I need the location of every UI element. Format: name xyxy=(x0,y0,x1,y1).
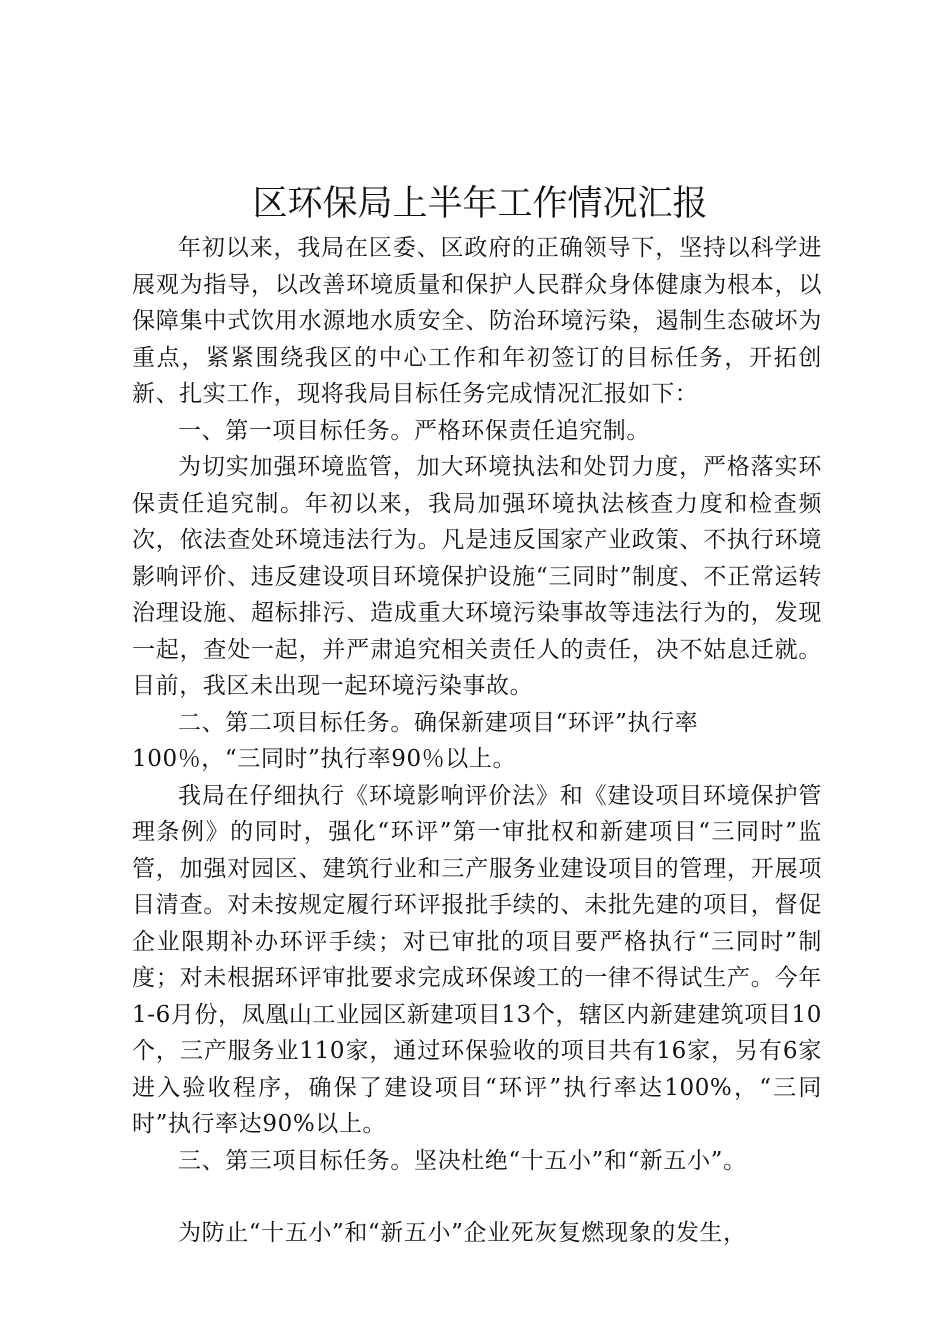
document-body xyxy=(132,230,822,1252)
section-1-paragraph: 为切实加强环境监管，加大环境执法和处罚力度，严格落实环保责任追究制。年初以来，我局加强环境执法核查力度和检查频次，依法查处环境违法行为。凡是违反国家产业政策、不执行环境影响评价、违反建设项目环境保护设施“三同时”制度、不正常运转治理设施、超标排污、造成重大环境污染事故等违法行为的，发现一起，查处一起，并严肃追究相关责任人的责任，决不姑息迁就。目前，我区未出现一起环境污染事故。 xyxy=(132,454,822,699)
section-2-paragraph: 我局在仔细执行《环境影响评价法》和《建设项目环境保护管理条例》的同时，强化“环评”第一审批权和新建项目“三同时”监管，加强对园区、建筑行业和三产服务业建设项目的管理，开展项目清查。对未按规定履行环评报批手续的、未批先建的项目，督促企业限期补办环评手续；对已审批的项目要严格执行“三同时”制度；对未根据环评审批要求完成环保竣工的一律不得试生产。今年1-6月份，凤凰山工业园区新建项目13个，辖区内新建建筑项目10个，三产服务业110家，通过环保验收的项目共有16家，另有6家进入验收程序，确保了建设项目“环评”执行率达100%，“三同时”执行率达90%以上。 xyxy=(132,782,822,1137)
paragraph-gap xyxy=(132,1179,822,1215)
section-3-paragraph: 为防止“十五小”和“新五小”企业死灰复燃现象的发生， xyxy=(178,1220,747,1246)
section-2-heading: 二、第二项目标任务。确保新建项目“环评”执行率100％，“三同时”执行率90％以上。 xyxy=(132,709,699,772)
intro-paragraph: 年初以来，我局在区委、区政府的正确领导下，坚持以科学进展观为指导，以改善环境质量和保护人民群众身体健康为根本，以保障集中式饮用水源地水质安全、防治环境污染，遏制生态破坏为重点，紧紧围绕我区的中心工作和年初签订的目标任务，开拓创新、扎实工作，现将我局目标任务完成情况汇报如下： xyxy=(132,235,822,407)
document-title: 区环保局上半年工作情况汇报 xyxy=(252,184,708,224)
section-3-heading: 三、第三项目标任务。坚决杜绝“十五小”和“新五小”。 xyxy=(178,1147,747,1174)
section-1-heading: 一、第一项目标任务。严格环保责任追究制。 xyxy=(178,417,650,444)
